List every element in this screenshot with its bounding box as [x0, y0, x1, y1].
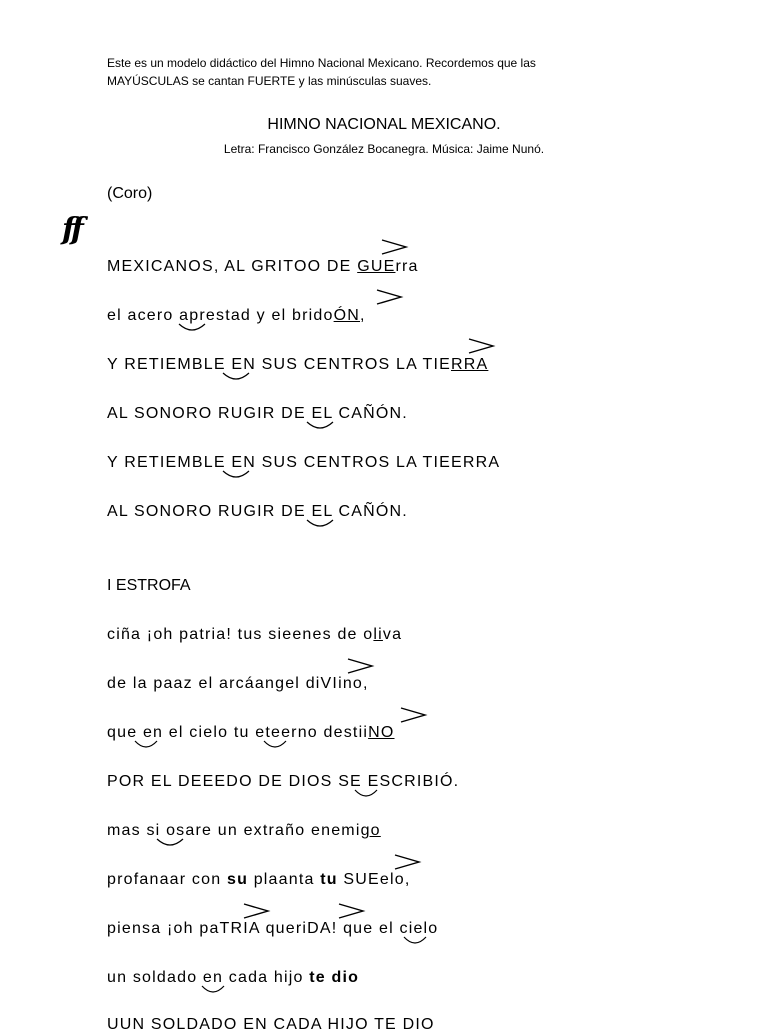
lyric-text: un soldado en cada hijo	[107, 969, 310, 986]
lyric-text: Y RETIEMBLE EN SUS CENTROS LA TIE	[107, 356, 451, 373]
lyric-line: piensa ¡oh paTRIA queriDA! que el cielo	[107, 920, 439, 937]
accent-mark-icon	[375, 288, 405, 306]
accent-mark-icon	[242, 902, 272, 920]
lyric-text: mas si osare un extraño enemi	[107, 822, 361, 839]
lyric-line: Y RETIEMBLE EN SUS CENTROS LA TIEERRA	[107, 454, 501, 471]
lyric-line	[107, 969, 359, 987]
stressed-syllable: go	[360, 822, 381, 839]
lyric-line	[107, 822, 381, 840]
lyric-text: rra	[395, 258, 419, 275]
lyric-line	[107, 258, 419, 276]
stressed-syllable: ÓN	[333, 307, 361, 324]
coro-label: (Coro)	[107, 185, 153, 202]
lyric-text: MEXICANOS, AL GRITOO DE	[107, 258, 358, 275]
lyric-line: AL SONORO RUGIR DE EL CAÑÓN.	[107, 503, 408, 520]
fortissimo-marking: ff	[62, 212, 80, 247]
lyric-text: SUEelo,	[337, 871, 411, 888]
intro-line: MAYÚSCULAS se cantan FUERTE y las minúsculas suaves.	[107, 74, 432, 88]
stressed-syllable: GUE	[357, 258, 396, 275]
bold-word: tu	[320, 871, 338, 888]
lyric-text: va	[382, 626, 403, 643]
bold-word: te dio	[309, 969, 360, 986]
page-title: HIMNO NACIONAL MEXICANO.	[267, 116, 501, 133]
accent-mark-icon	[337, 902, 367, 920]
credits-line: Letra: Francisco González Bocanegra. Música: Jaime Nunó.	[223, 142, 545, 156]
accent-mark-icon	[346, 657, 376, 675]
lyric-line: UUN SOLDADO EN CADA HIJO TE DIO	[107, 1016, 435, 1033]
lyric-line: de la paaz el arcáangel diVIino,	[107, 675, 369, 692]
lyric-text: el acero aprestad y el brido	[107, 307, 334, 324]
stressed-syllable: NO	[368, 724, 395, 741]
lyric-text: plaanta	[248, 871, 321, 888]
lyric-line	[107, 356, 488, 374]
lyric-line	[107, 724, 395, 742]
lyric-line	[107, 626, 402, 644]
bold-word: su	[226, 871, 249, 888]
lyric-text: ,	[360, 307, 366, 324]
accent-mark-icon	[393, 853, 423, 871]
lyric-line: POR EL DEEEDO DE DIOS SE ESCRIBIÓ.	[107, 773, 460, 790]
stressed-syllable: li	[373, 626, 383, 643]
lyric-line	[107, 871, 411, 889]
lyric-text: profanaar con	[107, 871, 227, 888]
lyric-text: que en el cielo tu eteerno destii	[107, 724, 369, 741]
estrofa-label: I ESTROFA	[107, 577, 191, 594]
intro-text	[107, 54, 667, 90]
stressed-syllable: RRA	[450, 356, 489, 373]
lyric-text: ciña ¡oh patria! tus sieenes de o	[107, 626, 374, 643]
lyric-line: AL SONORO RUGIR DE EL CAÑÓN.	[107, 405, 408, 422]
accent-mark-icon	[467, 337, 497, 355]
intro-line: Este es un modelo didáctico del Himno Nacional Mexicano. Recordemos que las	[107, 56, 536, 70]
lyric-line	[107, 307, 366, 325]
accent-mark-icon	[399, 706, 429, 724]
accent-mark-icon	[380, 238, 410, 256]
